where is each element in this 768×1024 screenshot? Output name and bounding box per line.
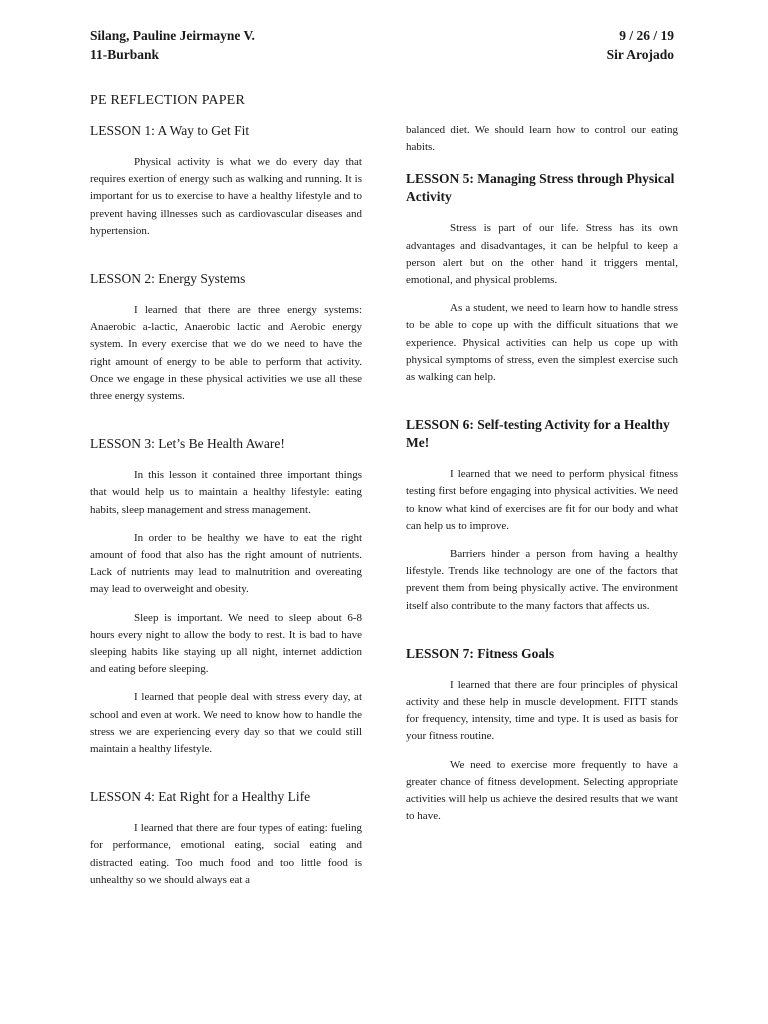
paragraph: As a student, we need to learn how to handle stress to be able to cope up with the difficult situations that we experience. Physical activities can help us cope up with physical symptoms of stress, even the simplest exercise such as walking can help.: [406, 302, 678, 384]
paragraph: Stress is part of our life. Stress has its own advantages and disadvantages, it can be helpful to keep a person alert but on the other hand it triggers mental, emotional, and physical problems.: [406, 222, 678, 287]
lesson-heading: LESSON 4: Eat Right for a Healthy Life: [90, 789, 311, 805]
left-column: [90, 118, 362, 919]
page-header: [90, 26, 674, 66]
lesson-heading: LESSON 3: Let’s Be Health Aware!: [90, 436, 285, 452]
lesson-6: [406, 416, 678, 615]
lesson-7: [406, 645, 678, 826]
paragraph: Physical activity is what we do every day that requires exertion of energy such as walking and running. It is important for us to exercise to have a healthy lifestyle and to prevent having illnesses such as cardiovascular diseases and hypertension.: [90, 156, 362, 237]
lesson-heading: LESSON 7: Fitness Goals: [406, 645, 555, 661]
paragraph: I learned that there are four principles of physical activity and these help in muscle development. FITT stands for frequency, intensity, time and type. It is used as basis for your fitness routine.: [406, 678, 678, 743]
paragraph: I learned that there are four types of eating: fueling for performance, emotional eating, social eating and distracted eating. Too much food and too little food is unhealthy so we should always eat a: [90, 822, 362, 886]
lesson-heading: LESSON 5: Managing Stress through Physical Activity: [406, 171, 675, 205]
paragraph: I learned that we need to perform physical fitness testing first before engaging into physical activities. We need to know what kind of exercises are fit for our body and what can help us to improve.: [406, 468, 678, 532]
teacher-name: Sir Arojado: [606, 47, 674, 62]
header-line-1: [90, 26, 674, 45]
paragraph: Sleep is important. We need to sleep about 6-8 hours every night to allow the body to rest. It is bad to have sleeping habits like staying up all night, internet addiction and eating before sleeping.: [90, 611, 362, 676]
paragraph: We need to exercise more frequently to have a greater chance of fitness development. Selecting appropriate activities will help us achieve the desired results that we want to have.: [406, 758, 678, 823]
lesson-heading: LESSON 1: A Way to Get Fit: [90, 123, 250, 138]
student-name: Silang, Pauline Jeirmayne V.: [90, 28, 255, 43]
right-column: [406, 122, 678, 855]
date: 9 / 26 / 19: [619, 28, 674, 43]
lesson-3: [90, 435, 362, 758]
document-title: PE REFLECTION PAPER: [90, 93, 245, 108]
paragraph: In order to be healthy we have to eat the right amount of food that also has the right amount of nutrients. Lack of nutrients may lead to malnutrition and overeating may lead to overweight and obesity.: [90, 531, 362, 596]
lesson-5: [406, 170, 678, 386]
lesson-heading: LESSON 6: Self-testing Activity for a Healthy Me!: [406, 417, 670, 451]
lesson-4-continuation: [406, 122, 678, 156]
header-line-2: [90, 45, 674, 64]
paragraph: I learned that there are three energy systems: Anaerobic a-lactic, Anaerobic lactic and Aerobic energy system. In every exercise that we do we need to have the right amount of energy to be able to perform that activity. Once we engage in these physical activities we use all these three energy systems.: [90, 304, 362, 403]
lesson-1: [90, 122, 362, 240]
paragraph: I learned that people deal with stress every day, at school and even at work. We need to know how to handle the stress we are experiencing every day so that we could still maintain a healthy lifestyle.: [90, 691, 362, 756]
lesson-heading: LESSON 2: Energy Systems: [90, 271, 246, 287]
paragraph: In this lesson it contained three important things that would help us to maintain a healthy lifestyle: eating habits, sleep management and stress management.: [90, 469, 362, 516]
class-section: 11-Burbank: [90, 47, 160, 62]
lesson-2: [90, 270, 362, 405]
paragraph: balanced diet. We should learn how to control our eating habits.: [406, 124, 678, 154]
paragraph: Barriers hinder a person from having a healthy lifestyle. Trends like technology are one of the factors that prevent them from being physically active. The environment itself also contribute to the many factors that affects us.: [406, 548, 678, 612]
lesson-4: [90, 788, 362, 889]
